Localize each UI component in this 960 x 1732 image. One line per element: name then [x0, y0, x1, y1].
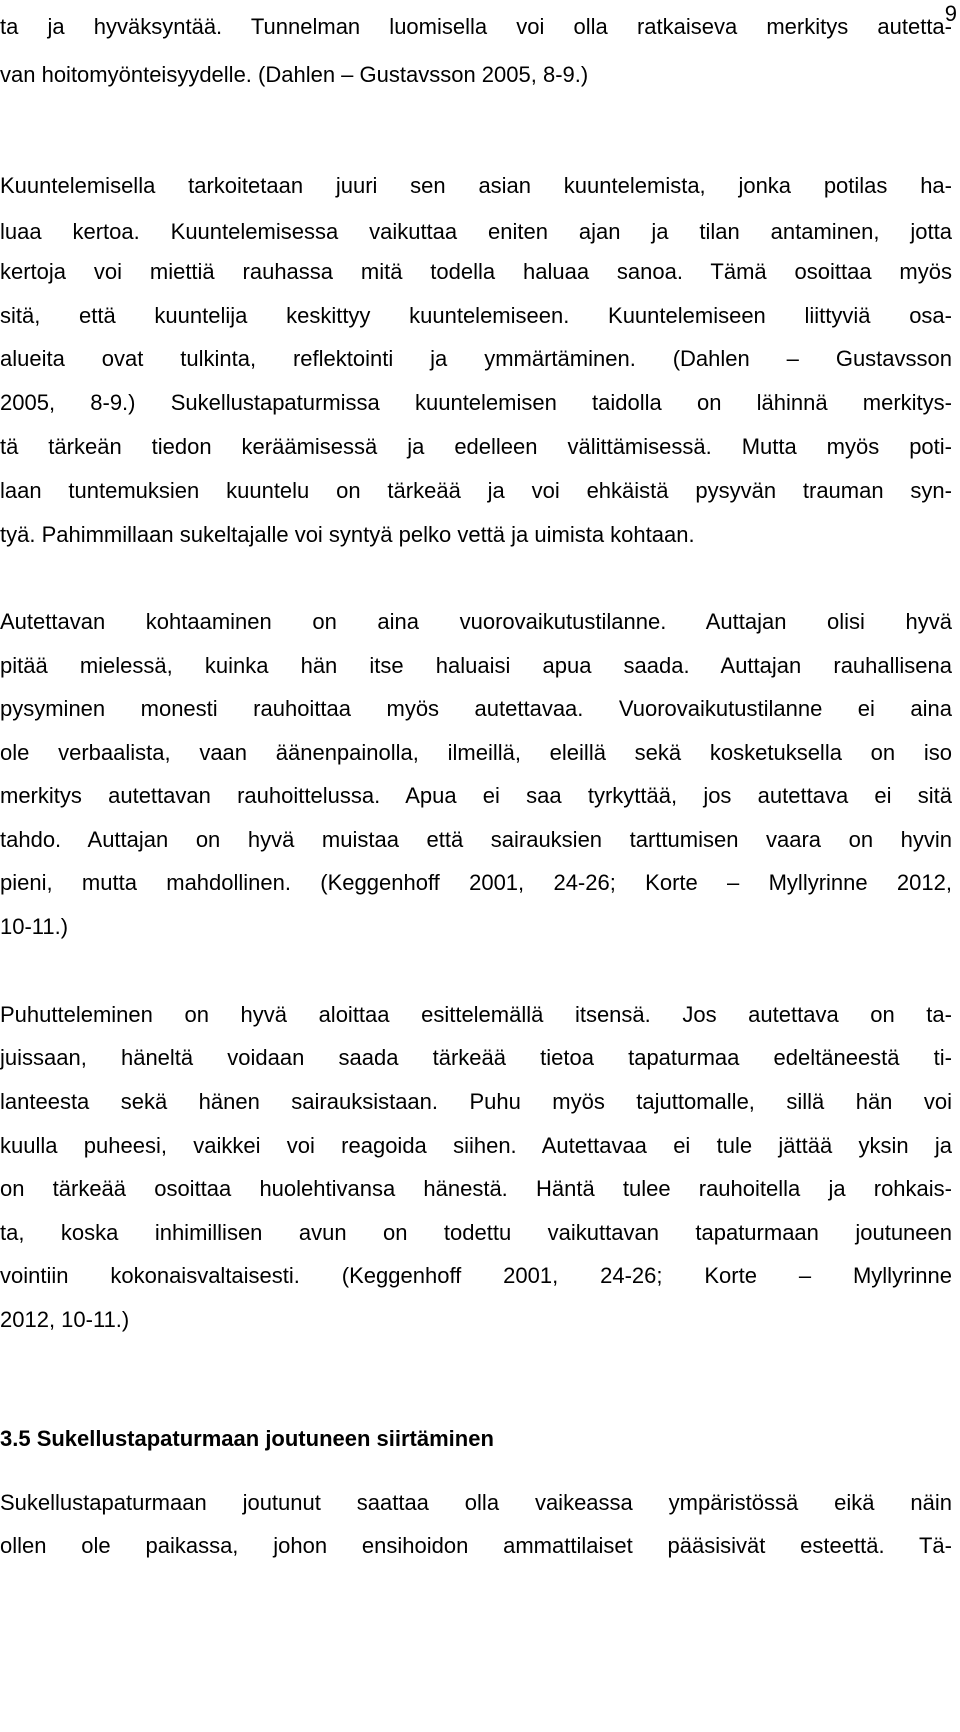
text-line: 2005, 8-9.) Sukellustapaturmissa kuuntelemisen taidolla on lähinnä merkitys-	[0, 390, 952, 415]
text-line: pysyminen monesti rauhoittaa myös autettavaa. Vuorovaikutustilanne ei aina	[0, 696, 952, 721]
text-line: ollen ole paikassa, johon ensihoidon ammattilaiset pääsisivät esteettä. Tä-	[0, 1533, 952, 1558]
text-line: laan tuntemuksien kuuntelu on tärkeää ja voi ehkäistä pysyvän trauman syn-	[0, 478, 952, 503]
text-line: Kuuntelemisella tarkoitetaan juuri sen asian kuuntelemista, jonka potilas ha-	[0, 173, 952, 198]
text-line: tahdo. Auttajan on hyvä muistaa että sairauksien tarttumisen vaara on hyvin	[0, 827, 952, 852]
text-line: sitä, että kuuntelija keskittyy kuuntelemiseen. Kuuntelemiseen liittyviä osa-	[0, 303, 952, 328]
text-line: Puhutteleminen on hyvä aloittaa esittelemällä itsensä. Jos autettava on ta-	[0, 1002, 952, 1027]
text-line: tyä. Pahimmillaan sukeltajalle voi syntyä pelko vettä ja uimista kohtaan.	[0, 522, 695, 547]
text-line: Sukellustapaturmaan joutunut saattaa olla vaikeassa ympäristössä eikä näin	[0, 1490, 952, 1515]
text-line: van hoitomyönteisyydelle. (Dahlen – Gustavsson 2005, 8-9.)	[0, 62, 589, 87]
section-heading: 3.5 Sukellustapaturmaan joutuneen siirtäminen	[0, 1426, 494, 1451]
text-line: on tärkeää osoittaa huolehtivansa hänestä. Häntä tulee rauhoitella ja rohkais-	[0, 1176, 952, 1201]
text-line: pitää mielessä, kuinka hän itse haluaisi apua saada. Auttajan rauhallisena	[0, 653, 952, 678]
text-line: kertoja voi miettiä rauhassa mitä todella haluaa sanoa. Tämä osoittaa myös	[0, 259, 952, 284]
text-line: luaa kertoa. Kuuntelemisessa vaikuttaa eniten ajan ja tilan antaminen, jotta	[0, 219, 952, 244]
page-number: 9	[944, 1, 957, 26]
text-line: juissaan, häneltä voidaan saada tärkeää tietoa tapaturmaa edeltäneestä ti-	[0, 1045, 952, 1070]
text-line: 2012, 10-11.)	[0, 1307, 130, 1332]
text-line: vointiin kokonaisvaltaisesti. (Keggenhoff 2001, 24-26; Korte – Myllyrinne	[0, 1263, 952, 1288]
text-line: ta ja hyväksyntää. Tunnelman luomisella voi olla ratkaiseva merkitys autetta-	[0, 14, 952, 39]
text-line: Autettavan kohtaaminen on aina vuorovaikutustilanne. Auttajan olisi hyvä	[0, 609, 952, 634]
text-line: kuulla puheesi, vaikkei voi reagoida siihen. Autettavaa ei tule jättää yksin ja	[0, 1133, 952, 1158]
text-line: tä tärkeän tiedon keräämisessä ja edelleen välittämisessä. Mutta myös poti-	[0, 434, 952, 459]
text-line: merkitys autettavan rauhoittelussa. Apua ei saa tyrkyttää, jos autettava ei sitä	[0, 783, 952, 808]
text-line: 10-11.)	[0, 914, 69, 939]
text-line: ole verbaalista, vaan äänenpainolla, ilmeillä, eleillä sekä kosketuksella on iso	[0, 740, 952, 765]
text-line: pieni, mutta mahdollinen. (Keggenhoff 2001, 24-26; Korte – Myllyrinne 2012,	[0, 870, 952, 895]
text-line: alueita ovat tulkinta, reflektointi ja ymmärtäminen. (Dahlen – Gustavsson	[0, 346, 952, 371]
text-line: lanteesta sekä hänen sairauksistaan. Puhu myös tajuttomalle, sillä hän voi	[0, 1089, 952, 1114]
text-line: ta, koska inhimillisen avun on todettu vaikuttavan tapaturmaan joutuneen	[0, 1220, 952, 1245]
